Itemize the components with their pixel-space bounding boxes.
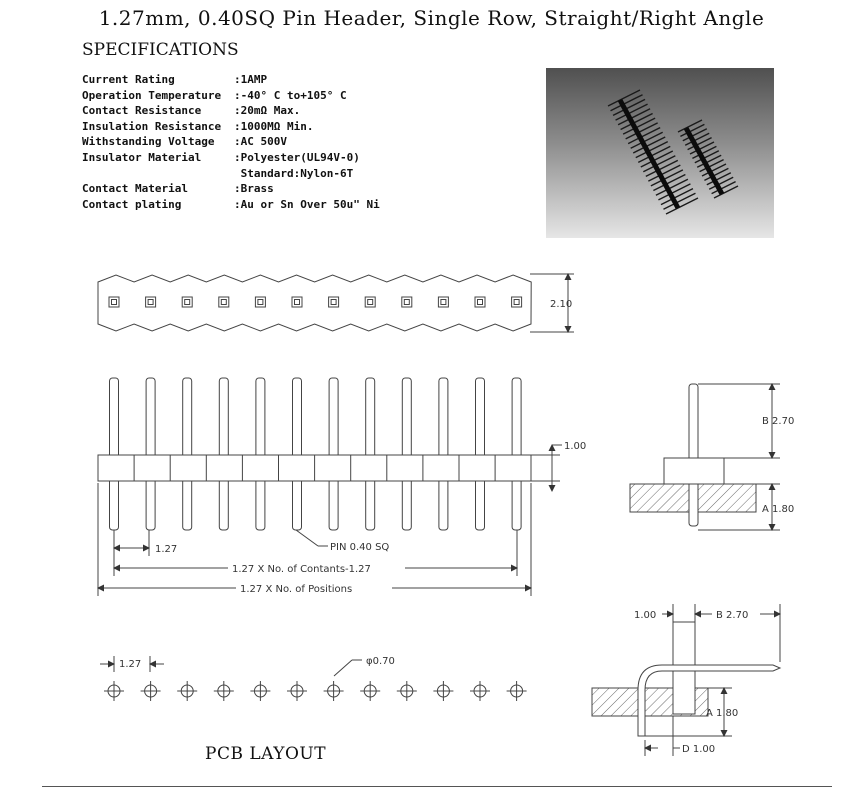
- bottom-divider: [42, 786, 832, 787]
- spec-value: Standard:Nylon-6T: [234, 166, 354, 180]
- pcb-layout-label: PCB LAYOUT: [205, 744, 327, 764]
- pin: [110, 378, 119, 530]
- pin-square: [475, 297, 485, 307]
- pcb-hole: [360, 681, 380, 701]
- spec-key: Operation Temperature: [82, 88, 222, 102]
- ra-d-label: D 1.00: [682, 744, 716, 755]
- pin: [476, 378, 485, 530]
- page-title: 1.27mm, 0.40SQ Pin Header, Single Row, Straight/Right Angle: [98, 6, 765, 30]
- spec-key: Contact Resistance: [82, 104, 202, 118]
- top-view-pin-squares: [109, 297, 522, 307]
- pcb-hole: [287, 681, 307, 701]
- top-view: [98, 274, 574, 332]
- pin-square: [146, 297, 156, 307]
- pcb-hole: [397, 681, 417, 701]
- pin-square: [438, 297, 448, 307]
- pin: [402, 378, 411, 530]
- pcb-hole: [507, 681, 527, 701]
- hole-diameter-label: φ0.70: [366, 656, 395, 667]
- pitch-label: 1.27: [155, 544, 178, 555]
- spec-value: :-40° C to+105° C: [234, 88, 347, 102]
- pin: [219, 378, 228, 530]
- pin-square: [109, 297, 119, 307]
- spec-key: Contact Material: [82, 182, 188, 196]
- pin-square: [182, 297, 192, 307]
- spec-key: Withstanding Voltage: [82, 135, 215, 149]
- ra-width-label: 1.00: [634, 610, 657, 621]
- pcb-hole: [250, 681, 270, 701]
- pin: [329, 378, 338, 530]
- right-angle-view: [592, 604, 780, 756]
- spec-key: Insulation Resistance: [82, 119, 222, 133]
- body-height-label: 1.00: [564, 441, 587, 452]
- pcb-hole: [177, 681, 197, 701]
- spec-value: :Brass: [234, 182, 274, 196]
- spec-value: :AC 500V: [234, 135, 287, 149]
- pin: [256, 378, 265, 530]
- side-a-label: A 1.80: [762, 504, 795, 515]
- pin: [293, 378, 302, 530]
- spec-value: :Au or Sn Over 50u" Ni: [234, 197, 380, 211]
- pin-square: [365, 297, 375, 307]
- spec-key: Current Rating: [82, 73, 175, 86]
- pin-square: [329, 297, 339, 307]
- pin: [146, 378, 155, 530]
- pin-size-label: PIN 0.40 SQ: [330, 542, 390, 553]
- pcb-layout: [100, 656, 527, 701]
- top-view-outline: [98, 275, 531, 331]
- pin: [439, 378, 448, 530]
- specifications-heading: SPECIFICATIONS: [82, 40, 239, 60]
- positions-span-label: 1.27 X No. of Positions: [240, 584, 353, 595]
- pin: [183, 378, 192, 530]
- pin-square: [402, 297, 412, 307]
- pin-square: [292, 297, 302, 307]
- top-height-label: 2.10: [550, 299, 573, 310]
- pcb-holes: [104, 681, 527, 701]
- side-view: [630, 384, 780, 530]
- spec-key: Insulator Material: [82, 150, 202, 164]
- spec-key: Contact plating: [82, 197, 182, 211]
- pcb-hole: [104, 681, 124, 701]
- pin: [512, 378, 521, 530]
- side-b-label: B 2.70: [762, 416, 795, 427]
- pcb-hole: [214, 681, 234, 701]
- pcb-hole: [433, 681, 453, 701]
- ra-a-label: A 1.80: [706, 708, 739, 719]
- pin-square: [219, 297, 229, 307]
- pin-square: [512, 297, 522, 307]
- pcb-hole: [470, 681, 490, 701]
- pcb-pitch-label: 1.27: [119, 659, 142, 670]
- spec-value: :Polyester(UL94V-0): [234, 150, 360, 164]
- pcb-hole: [324, 681, 344, 701]
- spec-value: :20mΩ Max.: [234, 104, 301, 118]
- pin-square: [255, 297, 265, 307]
- pin: [366, 378, 375, 530]
- spec-value: :1AMP: [234, 73, 268, 86]
- contacts-span-label: 1.27 X No. of Contants-1.27: [232, 564, 371, 575]
- pcb-hole: [141, 681, 161, 701]
- spec-value: :1000MΩ Min.: [234, 119, 314, 133]
- ra-b-label: B 2.70: [716, 610, 749, 621]
- front-view-pins: [110, 378, 522, 530]
